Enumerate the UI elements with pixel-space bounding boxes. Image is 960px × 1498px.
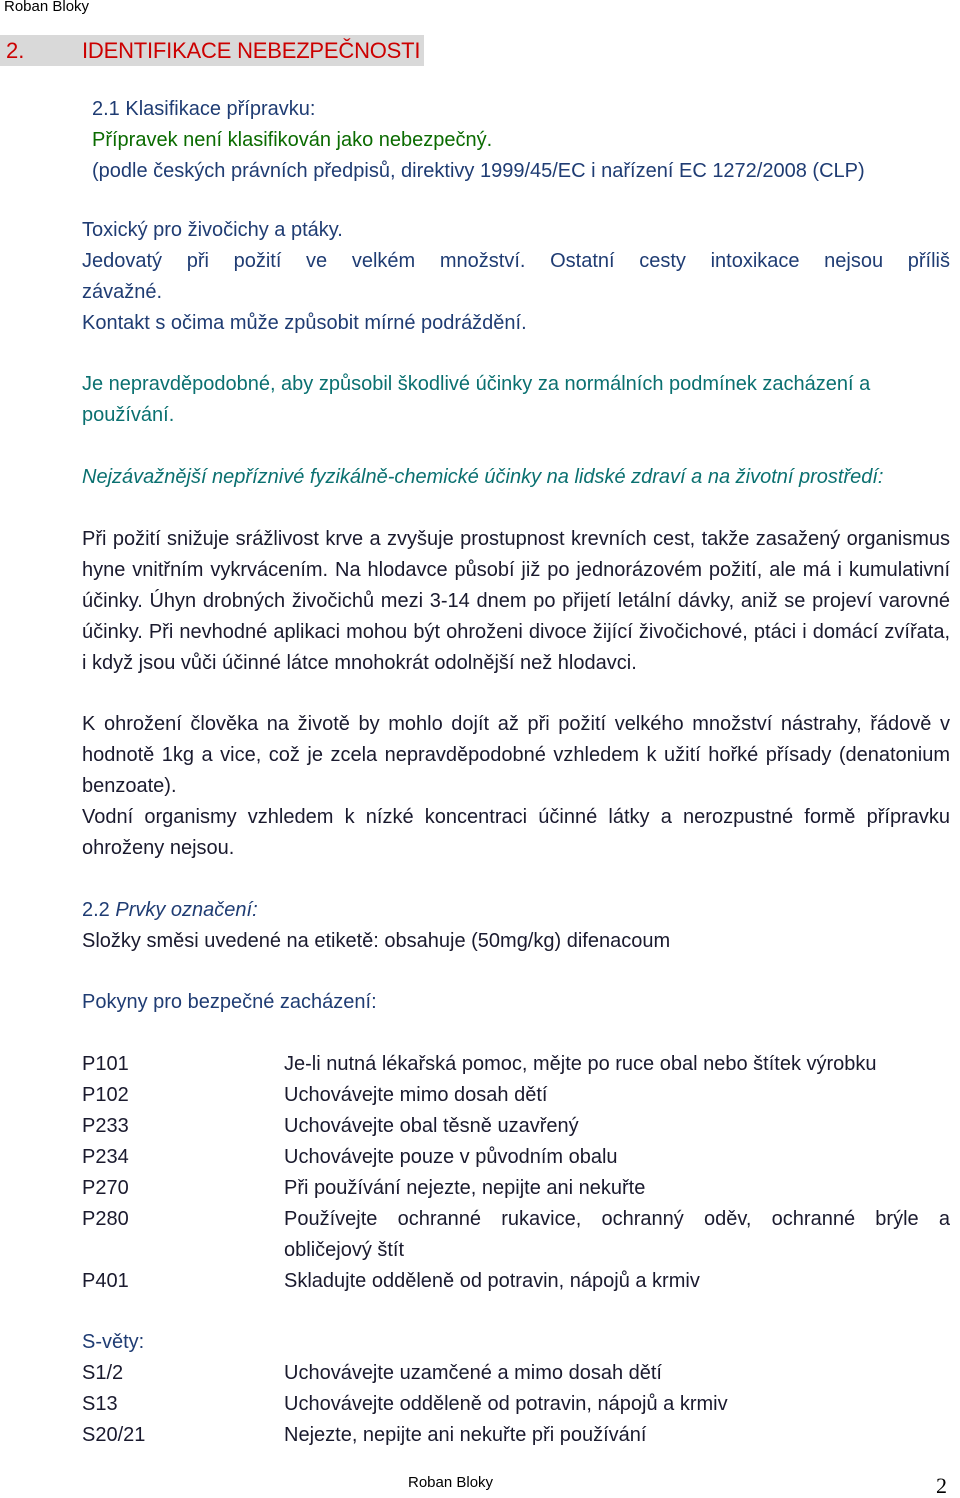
p-text-cont: obličejový štít — [284, 1239, 405, 1261]
subsection-2-2-number: 2.2 — [82, 899, 110, 921]
hazard-eyes: Kontakt s očima může způsobit mírné podráždění. — [82, 312, 527, 334]
p-text: Při používání nejezte, nepijte ani nekuřte — [284, 1177, 646, 1199]
subsection-2-2-title: Prvky označení: — [109, 899, 258, 921]
s-code: S1/2 — [82, 1362, 124, 1384]
subsection-2-2-heading — [82, 895, 258, 926]
hazard-unlikely: Je nepravděpodobné, aby způsobil škodlivé účinky za normálních podmínek zacházení a používání. — [82, 373, 871, 426]
p-code: P233 — [82, 1115, 129, 1137]
s-code: S20/21 — [82, 1424, 146, 1446]
section-number: 2. — [6, 38, 25, 63]
hazard-poison-line: Jedovatý při požití ve velkém množství. Ostatní cesty intoxikace nejsou příliš — [82, 250, 950, 272]
p-code: P280 — [82, 1208, 129, 1230]
s-text: Nejezte, nepijte ani nekuřte při používání — [284, 1424, 647, 1446]
p-text: Skladujte odděleně od potravin, nápojů a krmiv — [284, 1270, 700, 1292]
p-text: Uchovávejte mimo dosah dětí — [284, 1084, 548, 1106]
label-components: Složky směsi uvedené na etiketě: obsahuje (50mg/kg) difenacoum — [82, 930, 671, 952]
p-code: P101 — [82, 1053, 129, 1075]
hazard-toxic: Toxický pro živočichy a ptáky. — [82, 219, 343, 241]
s-text: Uchovávejte uzamčené a mimo dosah dětí — [284, 1362, 662, 1384]
p-text: Uchovávejte pouze v původním obalu — [284, 1146, 618, 1168]
s-phrases-heading: S-věty: — [82, 1331, 145, 1353]
effects-paragraph-2: K ohrožení člověka na životě by mohlo dojít až při požití velkého množství nástrahy, řádově v hodnotě 1kg a vice, což je zcela nepravděpodobné vzhledem k užití hořké přísady (denatonium benzoate). — [82, 713, 950, 797]
classification-statement: Přípravek není klasifikován jako nebezpečný. — [92, 129, 493, 151]
page-header-author: Roban Bloky — [4, 0, 90, 15]
effects-paragraph-1: Při požití snižuje srážlivost krve a zvyšuje prostupnost krevních cest, takže zasažený organismus hyne vnitřním vykrvácením. Na hlodavce působí již po jednorázovém požití, ale má i kumulativní účinky. Úhyn drobných živočichů mezi 3-14 dnem po přijetí letální dávky, aniž se projeví varovné účinky. Při nevhodné aplikaci mohou být ohroženi divoce žijící živočichové, ptáci i domácí zvířata, i když jsou vůči účinné látce mnohokrát odolnější než hlodavci. — [82, 528, 950, 674]
section-title: IDENTIFIKACE NEBEZPEČNOSTI — [82, 38, 421, 63]
p-code: P234 — [82, 1146, 129, 1168]
page-number: 2 — [936, 1473, 947, 1498]
page-footer-author: Roban Bloky — [408, 1474, 494, 1491]
effects-heading: Nejzávažnější nepříznivé fyzikálně-chemické účinky na lidské zdraví a na životní prostředí: — [82, 466, 884, 488]
s-text: Uchovávejte odděleně od potravin, nápojů a krmiv — [284, 1393, 728, 1415]
p-text: Uchovávejte obal těsně uzavřený — [284, 1115, 579, 1137]
classification-note: (podle českých právních předpisů, direktivy 1999/45/EC i nařízení EC 1272/2008 (CLP) — [92, 160, 865, 182]
s-code: S13 — [82, 1393, 118, 1415]
subsection-2-1-heading: 2.1 Klasifikace přípravku: — [92, 98, 316, 120]
p-code: P102 — [82, 1084, 129, 1106]
hazard-poison-cont: závažné. — [82, 281, 163, 303]
p-text: Používejte ochranné rukavice, ochranný oděv, ochranné brýle a — [284, 1208, 950, 1230]
effects-paragraph-3: Vodní organismy vzhledem k nízké koncentraci účinné látky a nerozpustné formě přípravku ohroženy nejsou. — [82, 806, 950, 859]
p-code: P401 — [82, 1270, 129, 1292]
safety-heading: Pokyny pro bezpečné zacházení: — [82, 991, 377, 1013]
p-text: Je-li nutná lékařská pomoc, mějte po ruce obal nebo štítek výrobku — [284, 1053, 877, 1075]
p-code: P270 — [82, 1177, 129, 1199]
